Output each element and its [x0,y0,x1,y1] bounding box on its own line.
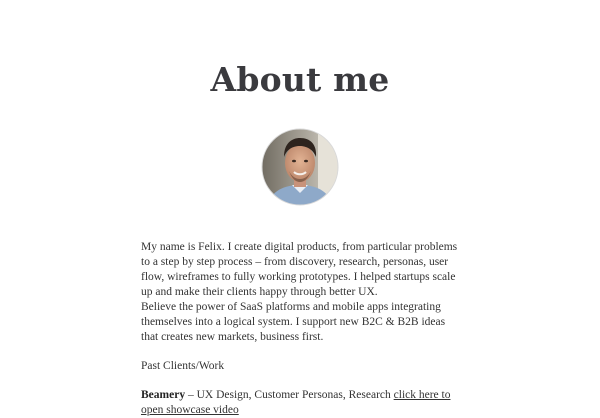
bio-paragraph-1: My name is Felix. I create digital products, from particular problems to a step by step process – from discovery, research, personas, user flow, wireframes to fully working prototypes. I helped startups scale up and make their clients happy through better UX. [141,241,458,298]
page-title: About me [210,60,390,99]
client-name: Beamery [141,389,186,401]
showcase-video-link[interactable]: click here to open showcase video [141,389,451,416]
spacer [141,374,461,388]
avatar-image [260,127,340,207]
client-item [141,388,461,418]
bio-content [141,240,461,418]
bio-paragraph-2: Believe the power of SaaS platforms and mobile apps integrating themselves into a logical system. I support new B2C & B2B ideas that creates new markets, business first. [141,301,446,343]
avatar [260,127,340,207]
client-description: – UX Design, Customer Personas, Research [185,389,394,401]
spacer [141,345,461,359]
clients-heading: Past Clients/Work [141,360,225,372]
